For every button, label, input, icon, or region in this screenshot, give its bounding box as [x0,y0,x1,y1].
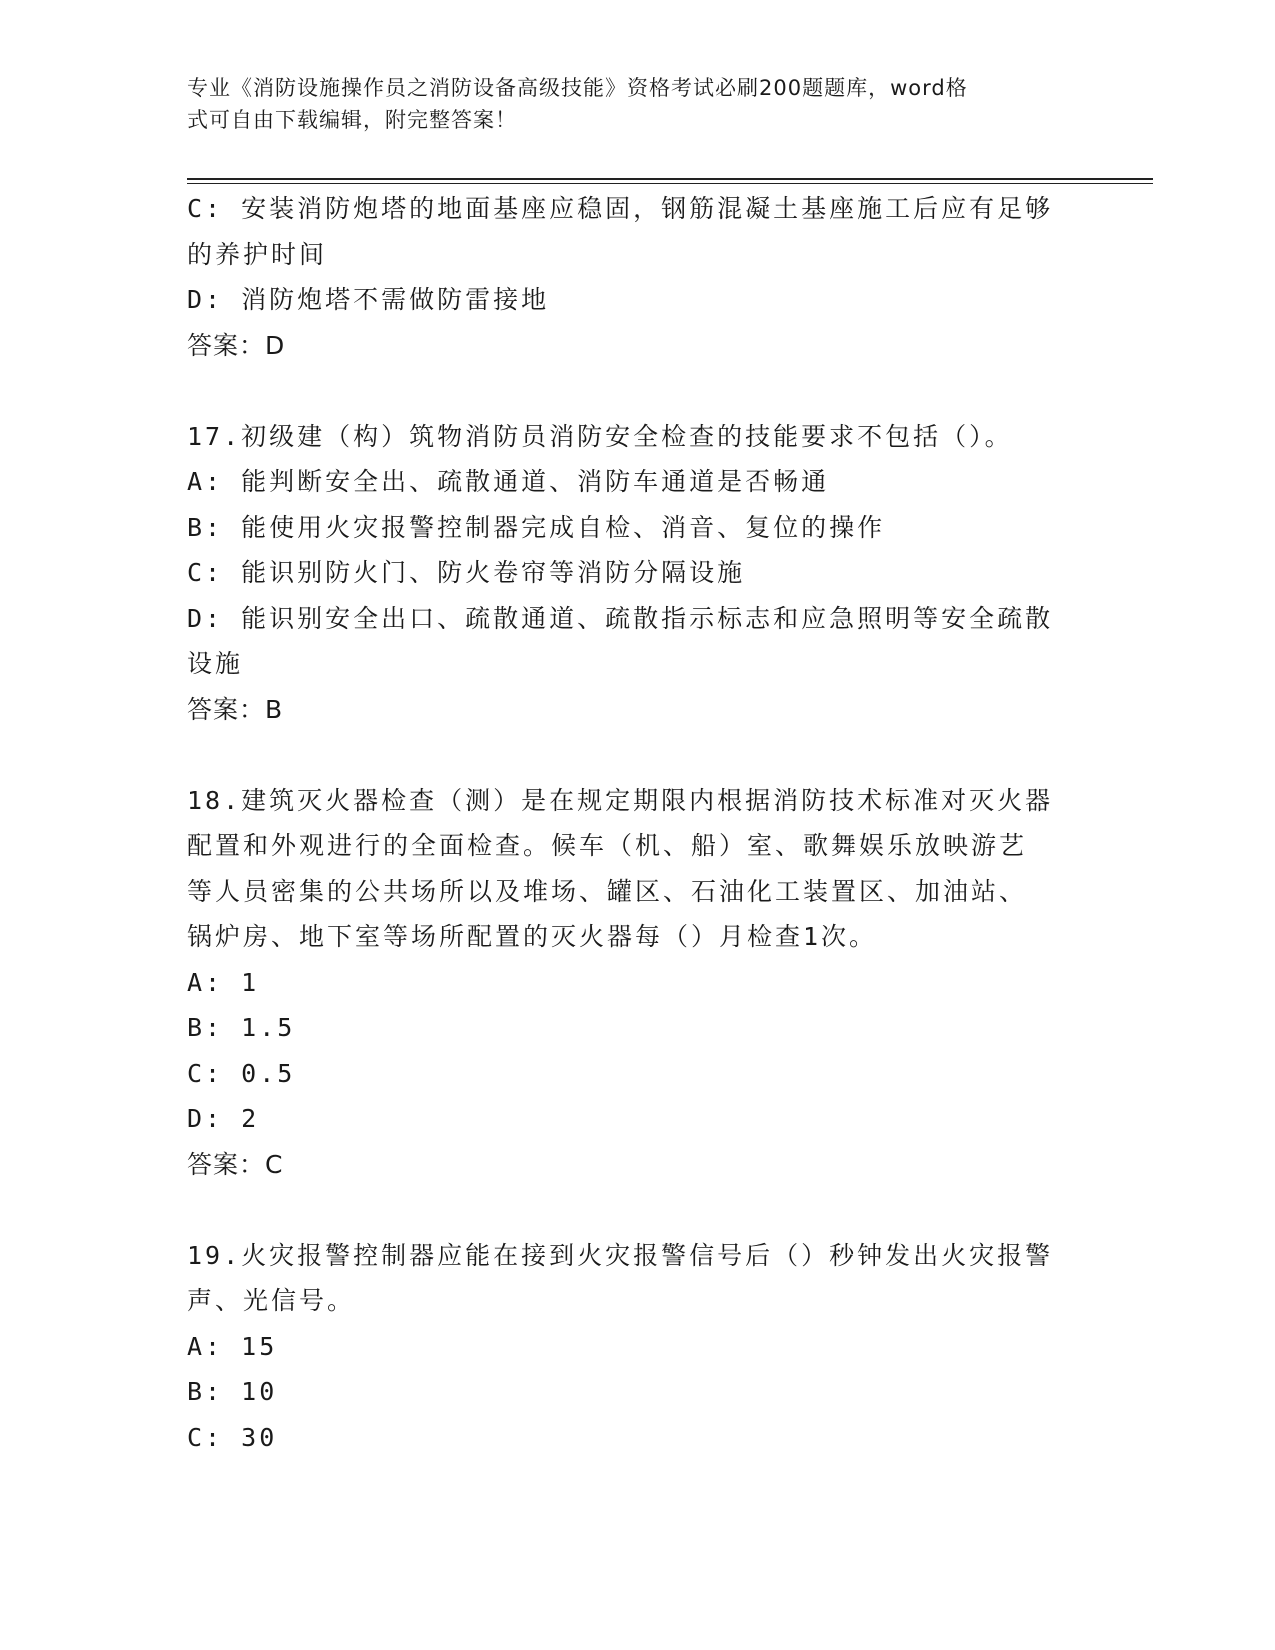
option-c-line-2: 的养护时间 [187,239,328,269]
question-18 [187,778,1087,1188]
question-17 [187,414,1087,733]
question-stem-line-3: 等人员密集的公共场所以及堆场、罐区、石油化工装置区、加油站、 [187,876,1028,906]
question-stem-line-2: 配置和外观进行的全面检查。候车（机、船）室、歌舞娱乐放映游艺 [187,831,1028,860]
option-d-line-2: 设施 [187,649,244,678]
header-divider-thin [187,183,1153,184]
option-d: D: 消防炮塔不需做防雷接地 [187,285,550,314]
question-list [187,186,1087,1460]
option-a: A: 能判断安全出、疏散通道、消防车通道是否畅通 [187,467,830,496]
header-line-1: 专业《消防设施操作员之消防设备高级技能》资格考试必刷200题题库，word格 [187,76,968,100]
question-19 [187,1233,1087,1461]
question-stem-line-1: 18.建筑灭火器检查（测）是在规定期限内根据消防技术标准对灭火器 [187,785,1054,815]
spacer [187,368,1087,414]
option-a: A: 15 [187,1331,278,1361]
header-divider-thick [187,178,1153,180]
answer: 答案：B [187,694,284,724]
question-stem-line-4: 锅炉房、地下室等场所配置的灭火器每（）月检查1次。 [187,922,878,951]
question-stem-line-2: 声、光信号。 [187,1286,356,1315]
page-header [187,72,1067,136]
option-b: B: 10 [187,1377,278,1406]
option-c: C: 能识别防火门、防火卷帘等消防分隔设施 [187,558,746,587]
option-c-line-1: C: 安装消防炮塔的地面基座应稳固，钢筋混凝土基座施工后应有足够 [187,194,1054,223]
header-line-2: 式可自由下载编辑，附完整答案！ [187,108,517,132]
question-stem-line-1: 19.火灾报警控制器应能在接到火灾报警信号后（）秒钟发出火灾报警 [187,1240,1054,1270]
option-c: C: 0.5 [187,1058,296,1088]
option-a: A: 1 [187,967,260,997]
option-b: B: 能使用火灾报警控制器完成自检、消音、复位的操作 [187,512,886,542]
answer: 答案：C [187,1149,284,1179]
spacer [187,1187,1087,1233]
option-c: C: 30 [187,1422,278,1452]
question-16-fragment [187,186,1087,368]
option-d: D: 2 [187,1104,260,1133]
question-stem: 17.初级建（构）筑物消防员消防安全检查的技能要求不包括（）。 [187,421,1013,451]
option-b: B: 1.5 [187,1013,296,1042]
spacer [187,732,1087,778]
option-d-line-1: D: 能识别安全出口、疏散通道、疏散指示标志和应急照明等安全疏散 [187,603,1054,633]
answer: 答案：D [187,330,286,360]
